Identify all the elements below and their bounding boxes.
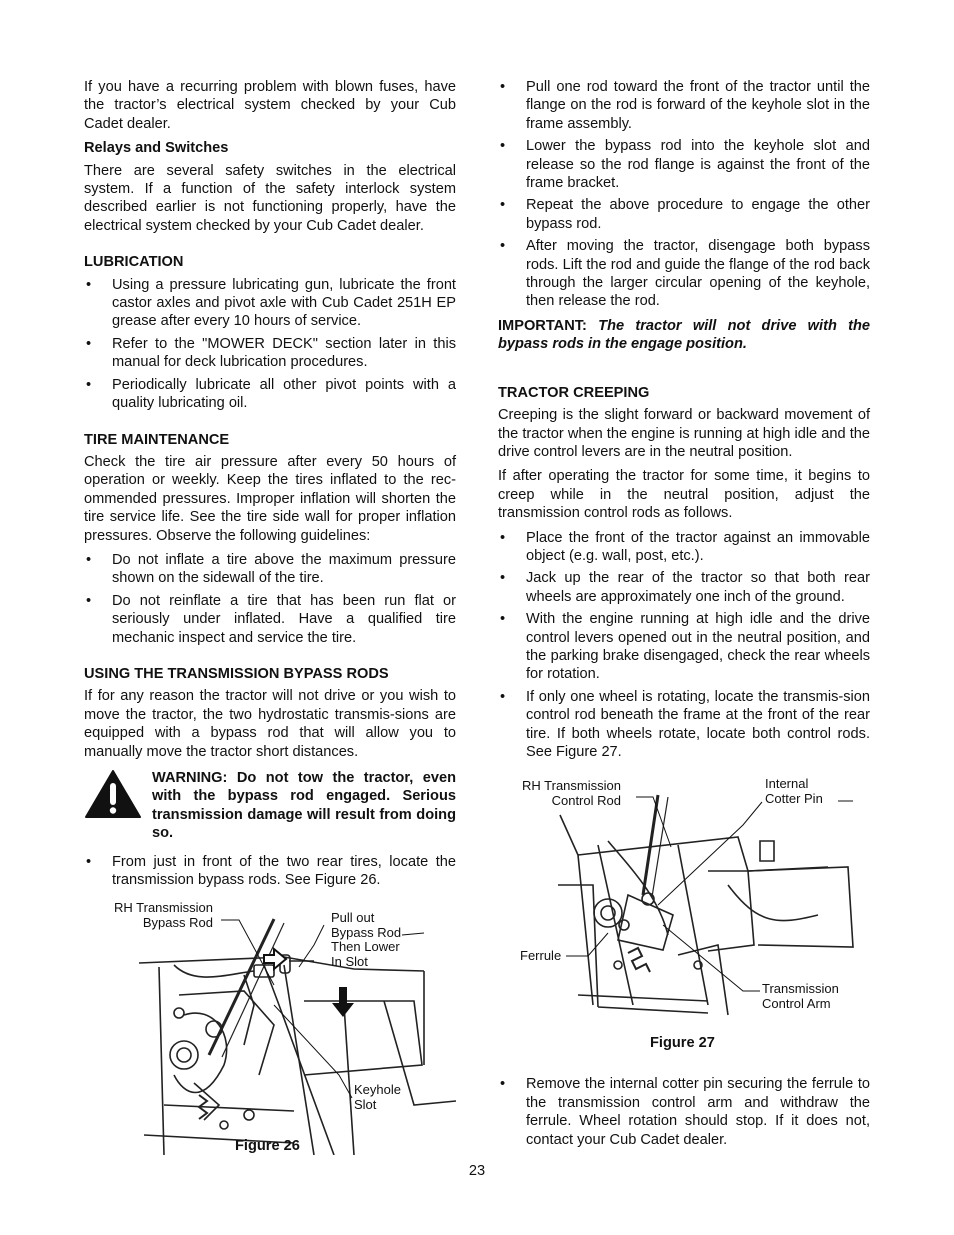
page-number: 23 xyxy=(468,1163,486,1179)
relays-heading: Relays and Switches xyxy=(84,140,229,157)
left-column xyxy=(84,78,456,1175)
final-list xyxy=(498,1075,870,1149)
list-item: • Using a pressure lubricating gun, lubricate the front castor axles and pivot axle with Cub Cadet 251H EP grease after every 10 hours of service. xyxy=(84,276,456,331)
bypass-list-continued xyxy=(498,78,870,311)
creeping-paragraph-2: If after operating the tractor for some time, it begins to creep while in the neutral position, adjust the transmission control rods as follows. xyxy=(498,468,870,522)
figure-26-label-pull: Pull out Bypass Rod Then Lower In Slot xyxy=(331,910,402,969)
bypass-heading: USING THE TRANSMISSION BYPASS RODS xyxy=(84,665,389,682)
figure-26-label-rod: RH Transmission Bypass Rod xyxy=(114,900,213,930)
list-item: • After moving the tractor, disengage both bypass rods. Lift the rod and guide the flange of the rod back through the larger circular opening of the keyhole, then release the rod. xyxy=(498,237,870,311)
relays-paragraph: There are several safety switches in the electrical system. If a function of the safety interlock system described earlier is not functioning properly, have the electrical system checked by your Cub Cadet dealer. xyxy=(84,162,456,234)
list-item: • With the engine running at high idle and the drive control levers opened out in the neutral position, and the parking brake disengaged, check the rear wheels for rotation. xyxy=(498,610,870,684)
important-label: IMPORTANT: xyxy=(498,317,587,334)
important-text: The tractor will not drive with the bypass rods in the engage position. xyxy=(498,317,871,353)
warning-block xyxy=(84,769,456,843)
right-column xyxy=(498,78,870,1155)
list-item: • Do not inflate a tire above the maximum pressure shown on the sidewall of the tire. xyxy=(84,551,456,588)
list-item: • Periodically lubricate all other pivot points with a quality lubricating oil. xyxy=(84,376,456,413)
intro-paragraph: If you have a recurring problem with blown fuses, have the tractor’s electrical system checked by your Cub Cadet dealer. xyxy=(84,79,456,132)
creeping-paragraph-1: Creeping is the slight forward or backward movement of the tractor when the engine is running at high idle and the drive control levers are in the neutral position. xyxy=(498,407,870,460)
lubrication-list xyxy=(84,276,456,413)
tire-paragraph: Check the tire air pressure after every 50 hours of operation or weekly. Keep the tires inflated to the rec-ommended pressures. Improper inflation will shorten the tire service life. See the tire side wall for proper inflation pressures. Observe the following guidelines: xyxy=(84,453,456,544)
figure-27-label-pin: Internal Cotter Pin xyxy=(765,776,823,806)
list-item: • Lower the bypass rod into the keyhole slot and release so the rod flange is against the front of the frame bracket. xyxy=(498,137,870,192)
list-item: • Jack up the rear of the tractor so that both rear wheels are approximately one inch of the ground. xyxy=(498,569,870,606)
warning-text: WARNING: Do not tow the tractor, even with the bypass rod engaged. Serious transmission damage will result from doing so. xyxy=(152,770,456,842)
lubrication-heading: LUBRICATION xyxy=(84,254,184,271)
warning-triangle-icon xyxy=(84,769,142,819)
list-item: • Pull one rod toward the front of the tractor until the flange on the rod is forward of the keyhole slot in the frame assembly. xyxy=(498,78,870,133)
figure-27-label-rod: RH Transmission Control Rod xyxy=(522,778,621,808)
figure-27 xyxy=(498,775,870,1075)
figure-26-caption: Figure 26 xyxy=(235,1138,300,1155)
list-item: • Remove the internal cotter pin securing the ferrule to the transmission control arm and withdraw the ferrule. Wheel rotation should stop. If it does not, contact your Cub Cadet dealer. xyxy=(498,1075,870,1149)
list-item: • Refer to the "MOWER DECK" section later in this manual for deck lubrication procedures. xyxy=(84,335,456,372)
creeping-heading: TRACTOR CREEPING xyxy=(498,384,650,401)
figure-26-label-keyhole: Keyhole Slot xyxy=(354,1082,401,1112)
figure-27-label-arm: Transmission Control Arm xyxy=(762,981,839,1011)
creeping-list xyxy=(498,529,870,762)
tire-list xyxy=(84,551,456,647)
list-item: • If only one wheel is rotating, locate the transmis-sion control rod beneath the frame at the front of the rear tire. If both wheels rotate, locate both control rods. See Figure 27. xyxy=(498,688,870,762)
list-item: • Do not reinflate a tire that has been run flat or seriously under inflated. Have a qualified tire mechanic inspect and service the tire. xyxy=(84,592,456,647)
figure-26 xyxy=(84,900,456,1175)
bypass-paragraph: If for any reason the tractor will not drive or you wish to move the tractor, the two hydrostatic transmis-sions are equipped with a bypass rod that will allow you to manually move the tractor short distances. xyxy=(84,688,456,760)
important-note xyxy=(498,317,870,354)
list-item: • Place the front of the tractor against an immovable object (e.g. wall, post, etc.). xyxy=(498,529,870,566)
list-item: • From just in front of the two rear tires, locate the transmission bypass rods. See Figure 26. xyxy=(84,853,456,890)
tire-heading: TIRE MAINTENANCE xyxy=(84,431,230,448)
bypass-list xyxy=(84,853,456,890)
list-item: • Repeat the above procedure to engage the other bypass rod. xyxy=(498,196,870,233)
figure-27-label-ferrule: Ferrule xyxy=(520,948,562,964)
figure-27-caption: Figure 27 xyxy=(650,1035,715,1052)
